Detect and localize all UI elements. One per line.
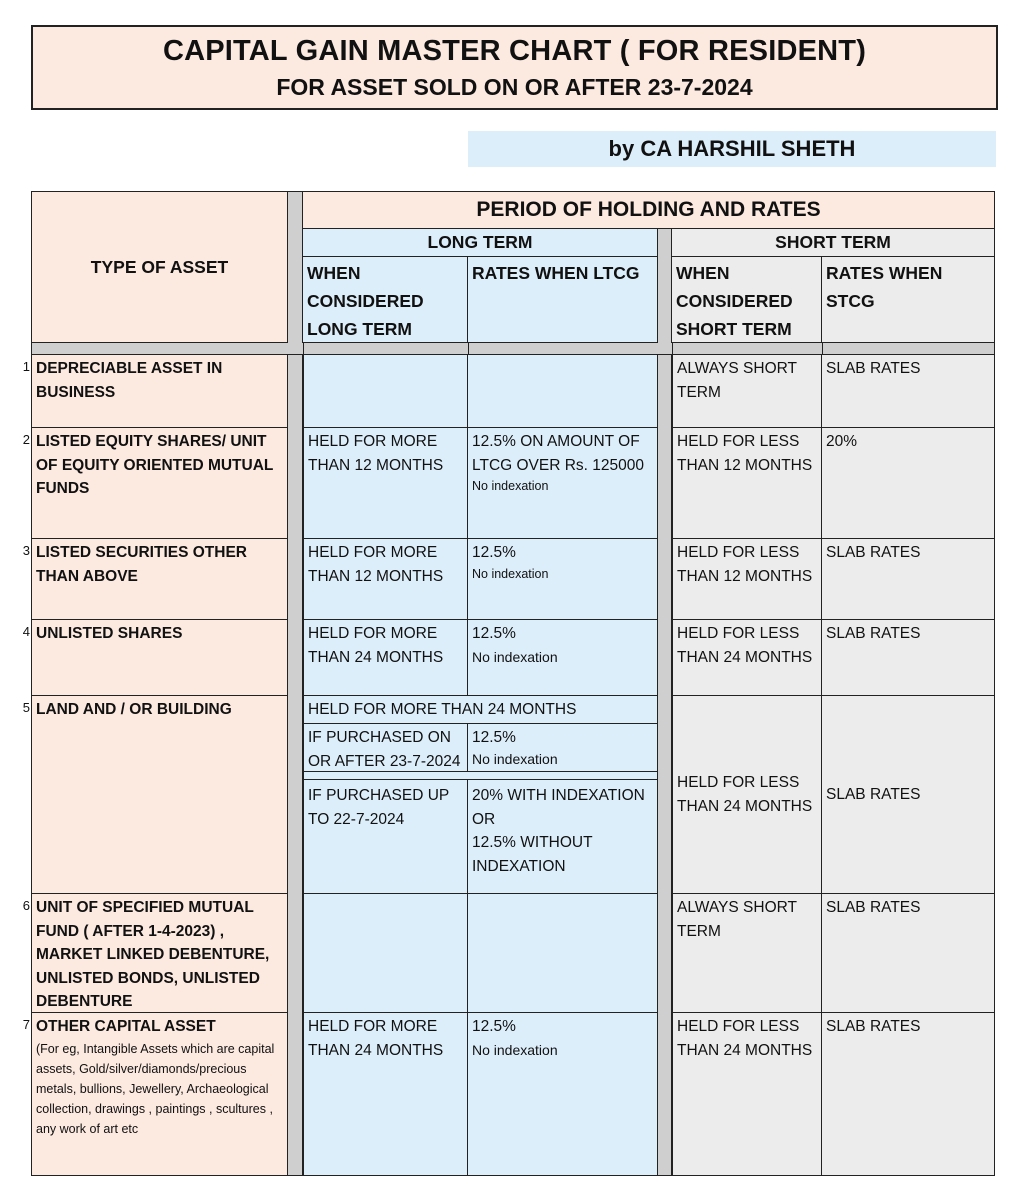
rate-long-cell (468, 355, 658, 428)
rate-long-note: No indexation (472, 1041, 558, 1058)
header-rates-stcg: RATES WHEN STCG (822, 257, 995, 343)
column-separator-bar (288, 191, 303, 1176)
header-when-short-term: WHEN CONSIDERED SHORT TERM (672, 257, 822, 343)
when-short-cell: HELD FOR LESS THAN 24 MONTHS (672, 620, 822, 696)
header-period-of-holding: PERIOD OF HOLDING AND RATES (303, 191, 995, 229)
when-short-cell: ALWAYS SHORT TERM (672, 894, 822, 1013)
sub-rate-long-cell (468, 724, 658, 772)
rate-short-cell: SLAB RATES (822, 355, 995, 428)
rate-short-cell: SLAB RATES (822, 539, 995, 620)
row-number: 6 (22, 898, 30, 913)
header-spacer-row (31, 343, 995, 355)
spacer-divider (672, 343, 673, 355)
chart-title-box (31, 25, 998, 110)
when-long-cell (303, 894, 468, 1013)
rate-long-cell (468, 539, 658, 620)
header-rates-ltcg: RATES WHEN LTCG (468, 257, 658, 343)
rate-long-cell (468, 620, 658, 696)
rate-long-note: No indexation (472, 648, 558, 665)
asset-type-cell: DEPRECIABLE ASSET IN BUSINESS (31, 355, 288, 428)
when-short-cell: HELD FOR LESS THAN 24 MONTHS (672, 1013, 822, 1176)
rate-short-cell: 20% (822, 428, 995, 539)
rate-long-text: 12.5% ON AMOUNT OF LTCG OVER Rs. 125000 (472, 433, 645, 474)
when-long-cell: HELD FOR MORE THAN 24 MONTHS (303, 1013, 468, 1176)
when-long-cell: HELD FOR MORE THAN 24 MONTHS (303, 696, 658, 724)
sub-rate-long-cell (468, 780, 658, 894)
header-short-term: SHORT TERM (672, 229, 995, 257)
row-number: 4 (22, 624, 30, 639)
chart-title: CAPITAL GAIN MASTER CHART ( FOR RESIDENT) (162, 35, 867, 67)
rate-short-text: SLAB RATES (826, 785, 921, 803)
asset-type-cell: LISTED SECURITIES OTHER THAN ABOVE (31, 539, 288, 620)
spacer-divider (822, 343, 823, 355)
rate-long-text: 12.5% (472, 1018, 516, 1035)
asset-type-cell: UNIT OF SPECIFIED MUTUAL FUND ( AFTER 1-4-2023) , MARKET LINKED DEBENTURE, UNLISTED BONDS, UNLISTED DEBENTURE (31, 894, 288, 1013)
rate-long-note: No indexation (472, 750, 558, 767)
rate-long-note: No indexation (472, 479, 549, 493)
rate-short-cell (822, 696, 995, 894)
row-number: 2 (22, 432, 30, 447)
when-short-cell: HELD FOR LESS THAN 12 MONTHS (672, 428, 822, 539)
when-long-cell: HELD FOR MORE THAN 12 MONTHS (303, 428, 468, 539)
sub-when-long-cell: IF PURCHASED UP TO 22-7-2024 (303, 780, 468, 894)
rate-long-text: 12.5% (472, 625, 516, 642)
when-long-cell: HELD FOR MORE THAN 24 MONTHS (303, 620, 468, 696)
rate-short-cell: SLAB RATES (822, 1013, 995, 1176)
asset-type-cell (31, 1013, 288, 1176)
row-number: 1 (22, 359, 30, 374)
asset-type-cell: UNLISTED SHARES (31, 620, 288, 696)
long-short-separator-bar (658, 229, 672, 1176)
header-when-long-term: WHEN CONSIDERED LONG TERM (303, 257, 468, 343)
rate-long-text: 12.5% WITHOUT INDEXATION (472, 834, 593, 875)
asset-type-text: OTHER CAPITAL ASSET (36, 1018, 216, 1035)
rate-long-cell (468, 894, 658, 1013)
asset-type-cell: LISTED EQUITY SHARES/ UNIT OF EQUITY ORIENTED MUTUAL FUNDS (31, 428, 288, 539)
when-short-cell (672, 696, 822, 894)
when-short-cell: HELD FOR LESS THAN 12 MONTHS (672, 539, 822, 620)
when-long-cell: HELD FOR MORE THAN 12 MONTHS (303, 539, 468, 620)
asset-type-cell: LAND AND / OR BUILDING (31, 696, 288, 894)
sub-when-long-cell: IF PURCHASED ON OR AFTER 23-7-2024 (303, 724, 468, 772)
row-number: 5 (22, 700, 30, 715)
rate-long-cell (468, 428, 658, 539)
rate-short-cell: SLAB RATES (822, 620, 995, 696)
header-type-of-asset: TYPE OF ASSET (31, 191, 288, 343)
rate-short-cell: SLAB RATES (822, 894, 995, 1013)
rate-long-text: 12.5% (472, 729, 516, 746)
sub-row-spacer (303, 772, 658, 780)
chart-subtitle: FOR ASSET SOLD ON OR AFTER 23-7-2024 (276, 74, 753, 100)
rate-long-text: 20% WITH INDEXATION (472, 787, 645, 804)
rate-long-text: 12.5% (472, 544, 516, 561)
when-short-text: HELD FOR LESS THAN 24 MONTHS (677, 774, 813, 815)
rate-long-text: OR (472, 810, 496, 828)
rate-long-note: No indexation (472, 566, 549, 581)
when-short-cell: ALWAYS SHORT TERM (672, 355, 822, 428)
spacer-divider (303, 343, 304, 355)
asset-type-note: (For eg, Intangible Assets which are capital assets, Gold/silver/diamonds/precious metals, bullions, Jewellery, Archaeological collection, drawings , paintings , scultures , any work of art etc (36, 1041, 275, 1136)
spacer-divider (468, 343, 469, 355)
rate-long-cell (468, 1013, 658, 1176)
row-number: 3 (22, 543, 30, 558)
row-number: 7 (22, 1017, 30, 1032)
author-credit: by CA HARSHIL SHETH (468, 131, 996, 167)
when-long-cell (303, 355, 468, 428)
header-long-term: LONG TERM (303, 229, 658, 257)
